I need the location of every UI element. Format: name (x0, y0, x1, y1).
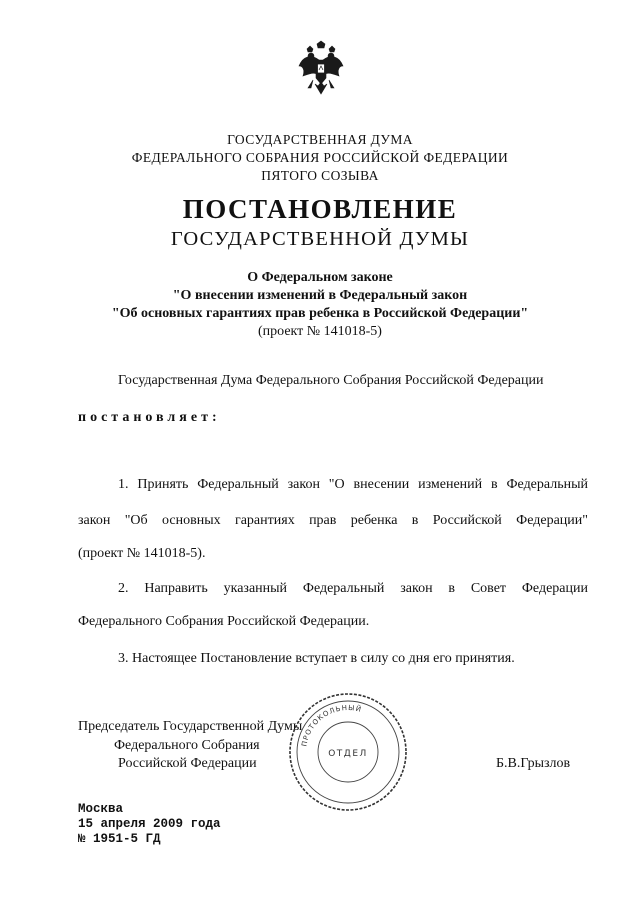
signature-title-line-1: Председатель Государственной Думы (78, 719, 303, 734)
footer-number: № 1951-5 ГД (78, 832, 161, 846)
emblem-eagle-icon (297, 40, 345, 100)
signatory-name: Б.В.Грызлов (496, 756, 571, 771)
footer-date: 15 апреля 2009 года (78, 817, 221, 831)
paragraph-1-line-3: (проект № 141018-5). (78, 546, 206, 561)
header-line-1: ГОСУДАРСТВЕННАЯ ДУМА (227, 132, 413, 147)
office-stamp (286, 690, 410, 814)
intro-text: Государственная Дума Федерального Собрания Российской Федерации (118, 373, 544, 388)
header-line-3: ПЯТОГО СОЗЫВА (261, 168, 379, 183)
paragraph-2-line-1: 2. Направить указанный Федеральный закон в Совет Федерации (118, 581, 588, 596)
subject-line-1: О Федеральном законе (247, 270, 393, 285)
paragraph-2-line-2: Федерального Собрания Российской Федерации. (78, 614, 370, 629)
stamp-center-text: ОТДЕЛ (328, 749, 368, 759)
resolves-text: постановляет: (78, 410, 221, 425)
footer-city: Москва (78, 802, 124, 816)
document-subtitle: ГОСУДАРСТВЕННОЙ ДУМЫ (170, 228, 470, 250)
header-line-2: ФЕДЕРАЛЬНОГО СОБРАНИЯ РОССИЙСКОЙ ФЕДЕРАЦИИ (131, 150, 509, 165)
signature-title-line-2: Федерального Собрания (114, 738, 260, 753)
document-title: ПОСТАНОВЛЕНИЕ (182, 194, 458, 224)
subject-project-number: (проект № 141018-5) (258, 324, 382, 339)
paragraph-3-line-1: 3. Настоящее Постановление вступает в силу со дня его принятия. (118, 651, 515, 666)
paragraph-1-line-1: 1. Принять Федеральный закон "О внесении изменений в Федеральный (118, 477, 588, 492)
svg-text:ПРОТОКОЛЬНЫЙ (300, 704, 363, 747)
signature-title-line-3: Российской Федерации (118, 756, 257, 771)
stamp-ring-text: ПРОТОКОЛЬНЫЙ (300, 703, 363, 748)
subject-line-2: "О внесении изменений в Федеральный закон (172, 288, 468, 303)
subject-line-3: "Об основных гарантиях прав ребенка в Российской Федерации" (111, 306, 529, 321)
paragraph-1-line-2: закон "Об основных гарантиях прав ребенка в Российской Федерации" (78, 513, 588, 528)
